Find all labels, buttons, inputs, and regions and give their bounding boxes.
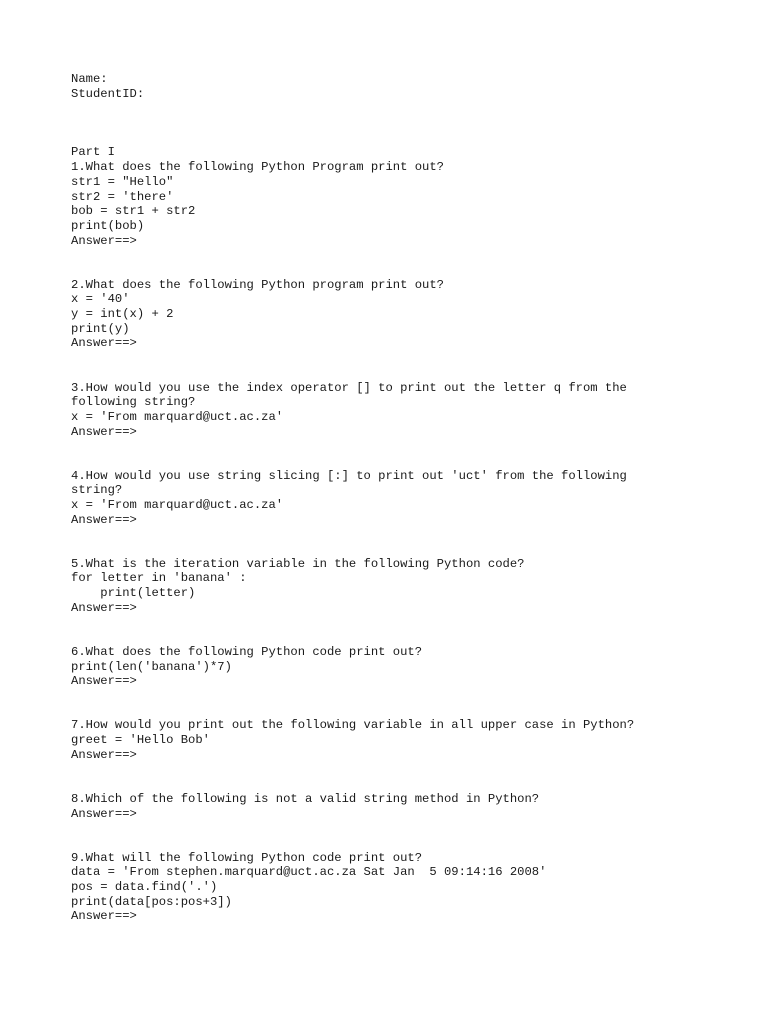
question-text: 4.How would you use string slicing [:] to print out 'uct' from the following [71, 468, 627, 483]
code-line: y = int(x) + 2 [71, 307, 174, 322]
code-line: x = 'From marquard@uct.ac.za' [71, 498, 284, 513]
answer-label: Answer==> [71, 600, 137, 615]
question-1 [71, 160, 731, 248]
student-id-label: StudentID: [71, 86, 145, 101]
code-line: print(len('banana')*7) [71, 659, 232, 674]
question-text: 3.How would you use the index operator [] to print out the letter q from the [71, 380, 627, 395]
code-line: greet = 'Hello Bob' [71, 733, 210, 748]
question-2 [71, 278, 731, 351]
question-8 [71, 792, 731, 821]
question-text: 9.What will the following Python code print out? [71, 850, 423, 865]
question-5 [71, 557, 731, 616]
part-title: Part I [71, 145, 115, 160]
code-line: print(letter) [71, 586, 196, 601]
question-3 [71, 381, 731, 440]
code-line: for letter in 'banana' : [71, 571, 247, 586]
code-line: print(bob) [71, 218, 145, 233]
question-4 [71, 469, 731, 528]
code-line: print(data[pos:pos+3]) [71, 894, 232, 909]
question-text: following string? [71, 395, 196, 410]
code-line: str1 = "Hello" [71, 174, 174, 189]
answer-label: Answer==> [71, 512, 137, 527]
question-text: string? [71, 483, 123, 498]
question-text: 6.What does the following Python code print out? [71, 644, 423, 659]
answer-label: Answer==> [71, 747, 137, 762]
question-text: 2.What does the following Python program print out? [71, 277, 444, 292]
question-text: 1.What does the following Python Program print out? [71, 160, 444, 175]
question-6 [71, 645, 731, 689]
answer-label: Answer==> [71, 806, 137, 821]
code-line: str2 = 'there' [71, 189, 174, 204]
answer-label: Answer==> [71, 336, 137, 351]
question-text: 8.Which of the following is not a valid string method in Python? [71, 791, 540, 806]
code-line: data = 'From stephen.marquard@uct.ac.za Sat Jan 5 09:14:16 2008' [71, 865, 547, 880]
question-text: 5.What is the iteration variable in the following Python code? [71, 556, 525, 571]
name-label: Name: [71, 72, 108, 86]
question-text: 7.How would you print out the following variable in all upper case in Python? [71, 718, 635, 733]
code-line: print(y) [71, 321, 130, 336]
answer-label: Answer==> [71, 424, 137, 439]
answer-label: Answer==> [71, 909, 137, 924]
question-9 [71, 851, 731, 924]
code-line: pos = data.find('.') [71, 879, 218, 894]
code-line: x = '40' [71, 292, 130, 307]
code-line: x = 'From marquard@uct.ac.za' [71, 409, 284, 424]
question-7 [71, 718, 731, 762]
answer-label: Answer==> [71, 674, 137, 689]
worksheet-page [71, 72, 731, 924]
answer-label: Answer==> [71, 233, 137, 248]
code-line: bob = str1 + str2 [71, 204, 196, 219]
